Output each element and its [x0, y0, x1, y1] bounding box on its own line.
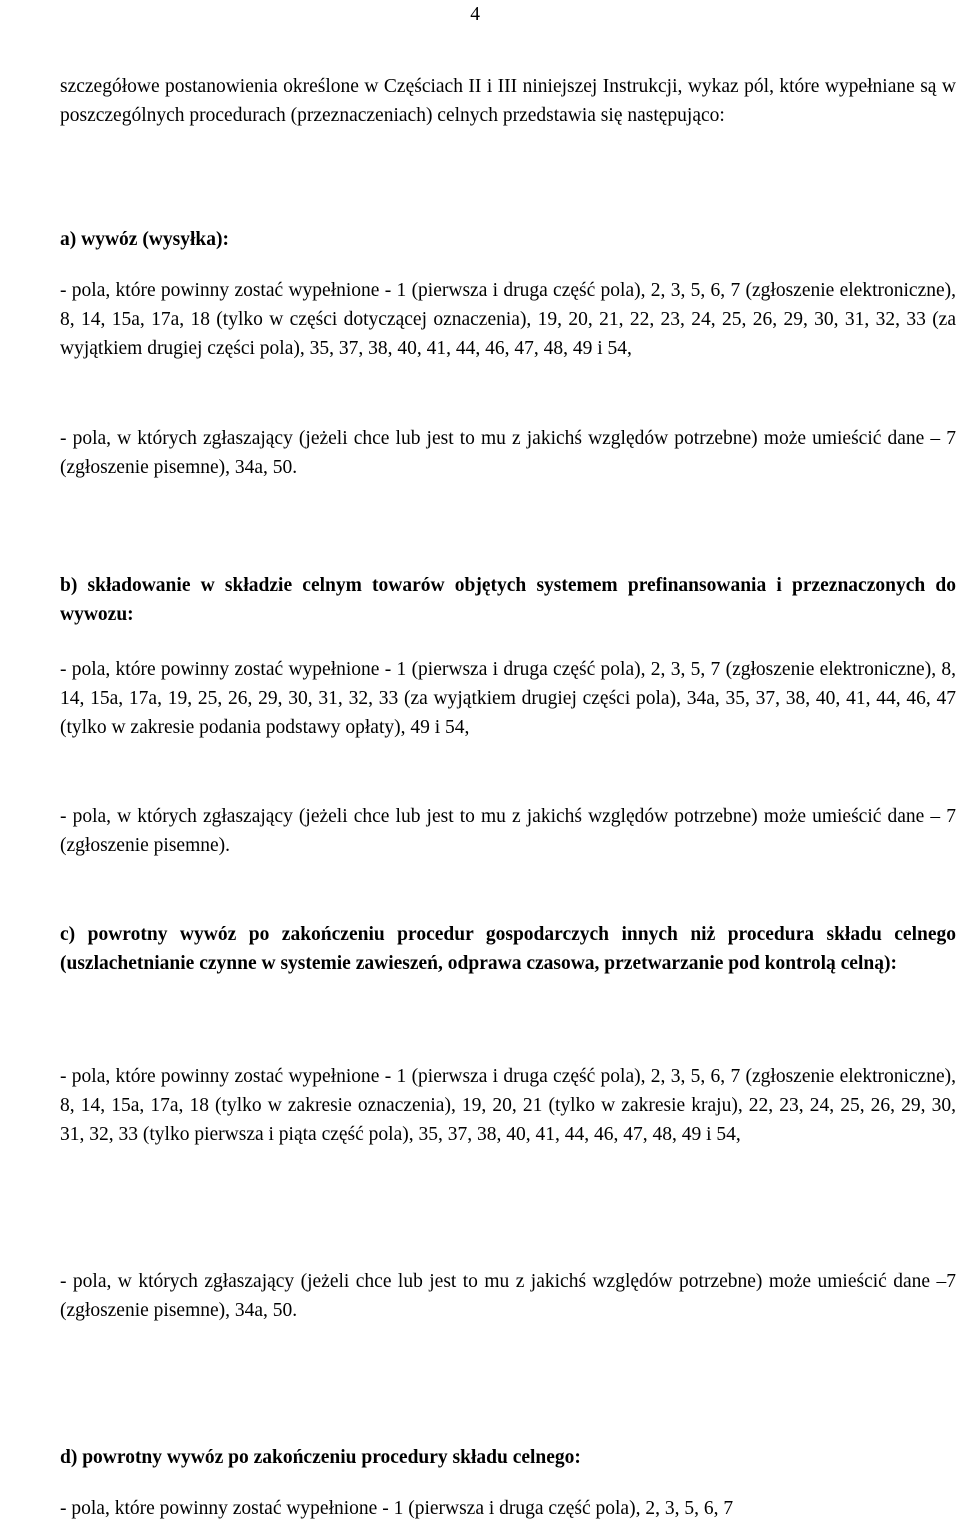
- section-d-required-fields: - pola, które powinny zostać wypełnione - 1 (pierwsza i druga część pola), 2, 3, 5, 6, 7: [60, 1498, 734, 1519]
- section-b-heading: b) składowanie w składzie celnym towarów objętych systemem prefinansowania i przeznaczonych do wywozu:: [60, 575, 956, 625]
- section-a-optional-fields: - pola, w których zgłaszający (jeżeli chce lub jest to mu z jakichś względów potrzebne) może umieścić dane – 7 (zgłoszenie pisemne), 34a, 50.: [60, 428, 956, 478]
- section-c-required-fields: - pola, które powinny zostać wypełnione - 1 (pierwsza i druga część pola), 2, 3, 5, 6, 7 (zgłoszenie elektroniczne), 8, 14, 15a, 17a, 18 (tylko w zakresie oznaczenia), 19, 20, 21 (tylko w zakresie kraju), 22, 23, 24, 25, 26, 29, 30, 31, 32, 33 (tylko pierwsza i piąta część pola), 35, 37, 38, 40, 41, 44, 46, 47, 48, 49 i 54,: [60, 1066, 956, 1145]
- section-a-heading: a) wywóz (wysyłka):: [60, 229, 229, 250]
- section-d-heading: d) powrotny wywóz po zakończeniu procedury składu celnego:: [60, 1447, 581, 1468]
- section-b-optional-fields: - pola, w których zgłaszający (jeżeli chce lub jest to mu z jakichś względów potrzebne) może umieścić dane – 7 (zgłoszenie pisemne).: [60, 806, 956, 856]
- document-page: [60, 0, 956, 1531]
- section-c-optional-fields: - pola, w których zgłaszający (jeżeli chce lub jest to mu z jakichś względów potrzebne) może umieścić dane –7 (zgłoszenie pisemne), 34a, 50.: [60, 1271, 956, 1321]
- section-c-heading: c) powrotny wywóz po zakończeniu procedur gospodarczych innych niż procedura składu celnego (uszlachetnianie czynne w systemie zawieszeń, odprawa czasowa, przetwarzanie pod kontrolą celną):: [60, 924, 956, 974]
- section-a-required-fields: - pola, które powinny zostać wypełnione - 1 (pierwsza i druga część pola), 2, 3, 5, 6, 7 (zgłoszenie elektroniczne), 8, 14, 15a, 17a, 18 (tylko w części dotyczącej oznaczenia), 19, 20, 21, 22, 23, 24, 25, 26, 29, 30, 31, 32, 33 (za wyjątkiem drugiej części pola), 35, 37, 38, 40, 41, 44, 46, 47, 48, 49 i 54,: [60, 280, 956, 359]
- section-b-required-fields: - pola, które powinny zostać wypełnione - 1 (pierwsza i druga część pola), 2, 3, 5, 7 (zgłoszenie elektroniczne), 8, 14, 15a, 17a, 19, 25, 26, 29, 30, 31, 32, 33 (za wyjątkiem drugiej części pola), 34a, 35, 37, 38, 40, 41, 44, 46, 47 (tylko w zakresie podania podstawy opłaty), 49 i 54,: [60, 659, 956, 738]
- intro-paragraph: szczegółowe postanowienia określone w Częściach II i III niniejszej Instrukcji, wykaz pól, które wypełniane są w poszczególnych procedurach (przeznaczeniach) celnych przedstawia się następująco:: [60, 76, 956, 126]
- page-number: 4: [470, 4, 480, 25]
